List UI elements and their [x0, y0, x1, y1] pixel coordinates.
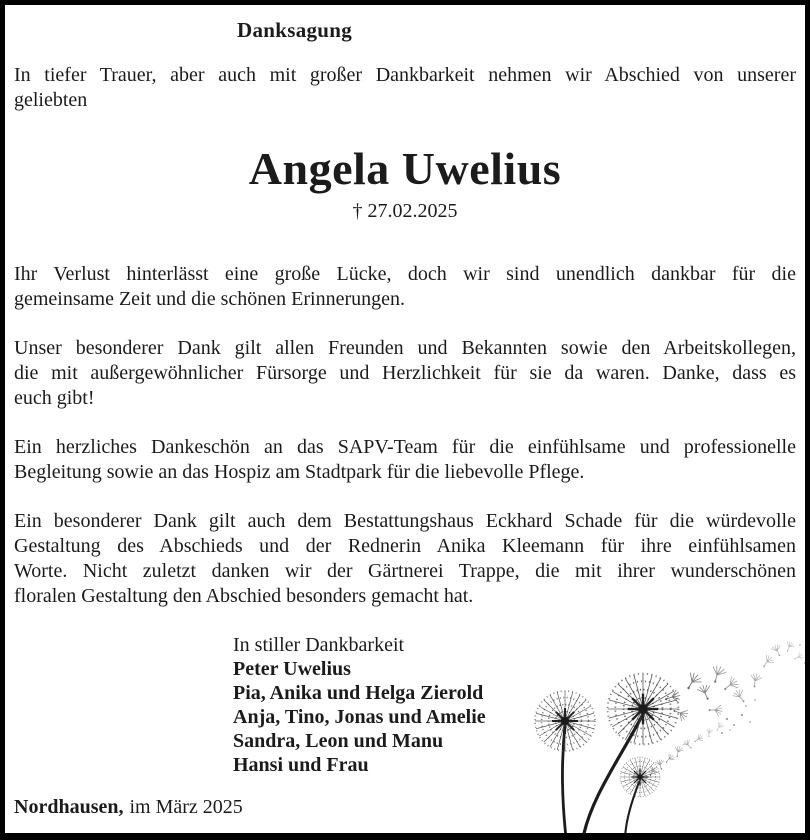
- deceased-name: Angela Uwelius: [248, 143, 562, 194]
- body-paragraphs: [14, 262, 796, 609]
- mourner-name: Anja, Tino, Jonas und Amelie: [233, 706, 486, 728]
- body-line: Ein herzliches Dankeschön an das SAPV-Team für die einfühlsame und professionelle: [14, 436, 796, 458]
- mourner-name: Sandra, Leon und Manu: [233, 730, 444, 752]
- body-line: Unser besonderer Dank gilt allen Freunden und Bekannten sowie den Arbeitskollegen,: [14, 337, 796, 359]
- body-line: floralen Gestaltung den Abschied besonders gemacht hat.: [14, 585, 474, 607]
- body-line: Ein besonderer Dank gilt auch dem Bestattungshaus Eckhard Schade für die würdevolle: [14, 510, 796, 532]
- body-line: euch gibt!: [14, 387, 95, 409]
- mourner-name: Hansi und Frau: [233, 754, 369, 776]
- mourner-name: Peter Uwelius: [233, 658, 351, 680]
- paragraph: [14, 336, 796, 411]
- body-line: die mit außergewöhnlicher Fürsorge und Herzlichkeit für sie da waren. Danke, dass es: [14, 362, 796, 384]
- notice-title: Danksagung: [237, 18, 353, 42]
- body-line: Begleitung sowie an das Hospiz am Stadtpark für die liebevolle Pflege.: [14, 461, 585, 483]
- body-line: Gestaltung des Abschieds und der Rednerin Anika Kleemann für ihre einfühlsamen: [14, 535, 796, 557]
- body-line: Worte. Nicht zuletzt danken wir der Gärtnerei Trappe, die mit ihrer wunderschönen: [14, 560, 796, 582]
- death-date: † 27.02.2025: [352, 200, 458, 222]
- paragraph: [14, 435, 796, 485]
- body-line: In tiefer Trauer, aber auch mit großer Dankbarkeit nehmen wir Abschied von unserer: [14, 64, 796, 86]
- footer-city: Nordhausen,: [14, 796, 124, 818]
- dandelion-stems: [562, 714, 643, 838]
- body-line: gemeinsame Zeit und die schönen Erinnerungen.: [14, 288, 405, 310]
- intro-paragraph: [14, 63, 796, 113]
- footer-line: [14, 795, 243, 819]
- dandelion-artwork: [500, 615, 810, 838]
- mourners-lead: In stiller Dankbarkeit: [233, 634, 405, 656]
- mourner-name: Pia, Anika und Helga Zierold: [233, 682, 484, 704]
- body-line: Ihr Verlust hinterlässt eine große Lücke, doch wir sind unendlich dankbar für die: [14, 263, 796, 285]
- paragraph: [14, 509, 796, 609]
- paragraph: [14, 262, 796, 312]
- body-line: geliebten: [14, 89, 88, 111]
- footer-date: im März 2025: [129, 796, 243, 818]
